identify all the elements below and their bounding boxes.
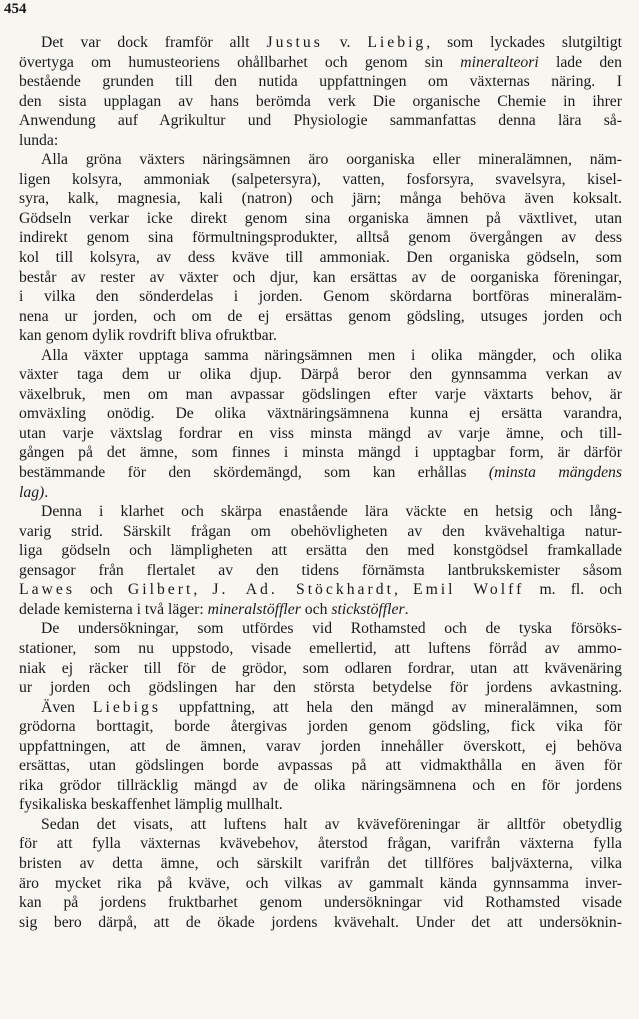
text-line: Alla gröna växters näringsämnen äro oorganiska eller mineralämnen, näm- [41,151,622,169]
text-line: ur jorden och gödslingen har den största betydelse för jordens avkastning. [19,679,622,697]
text-line: Det var dock framför allt Justus v. Liebig, som lyckades slutgiltigt [41,34,622,51]
text-line: Alla växter upptaga samma näringsämnen men i olika mängder, och olika [41,346,622,364]
text-line: Även Liebigs uppfattning, att hela den mängd av mineralämnen, som [41,698,622,716]
text-line: syra, kalk, magnesia, kali (natron) och järn; många behöva även koksalt. [19,190,622,208]
text-line: De undersökningar, som utfördes vid Rothamsted och de tyska försöks- [41,620,622,638]
text-line: består av rester av växter och djur, kan ersättas av de oorganiska föreningar, [19,268,622,286]
text-line: rika grödor tillräcklig mängd av de olika näringsämnena och en för jordens [19,776,622,794]
text-line: Denna i klarhet och skärpa enastående lära väckte en hetsig och lång- [41,503,622,521]
text-line: indirekt genom sina förmultningsprodukter, alltså genom övergången av dess [19,229,622,247]
text-line: den sista upplagan av hans berömda verk Die organische Chemie in ihrer [19,92,622,110]
text-line: kan genom dylik rovdrift bliva ofruktbar. [19,327,277,345]
text-line: för att fylla växternas kvävebehov, återstod frågan, varifrån växterna fylla [19,835,622,853]
text-line: Gödseln verkar icke direkt genom sina organiska ämnen på växtlivet, utan [19,209,622,227]
text-line: sig bero därpå, att de ökade jordens kvävehalt. Under det att undersöknin- [19,913,622,931]
text-line: Lawes och Gilbert, J. Ad. Stöckhardt, Emil Wolff m. fl. och [19,581,622,599]
text-line: bestämmande för den skördemängd, som kan erhållas (minsta mängdens [19,464,622,482]
text-line: växter taga dem ur olika djup. Därpå beror den gynnsamma verkan av [19,366,622,384]
body-text [19,33,622,932]
text-line: grödorna borttagit, borde återgivas jorden genom gödsling, fick vika för [19,718,622,736]
text-line: bestående grunden till den nutida uppfattningen om växternas näring. I [19,73,622,91]
text-line: varig strid. Särskilt frågan om obehövligheten av den kvävehaltiga natur- [19,522,622,540]
text-line: omväxling onödig. De olika växtnäringsämnena kunna ej ersätta varandra, [19,405,622,423]
text-line: Sedan det visats, att luftens halt av kväveföreningar är alltför obetydlig [41,815,622,833]
text-line: nena ur jorden, och om de ej ersättas genom gödsling, utsuges jorden och [19,307,622,325]
text-line: gången på det ämne, som finnes i minsta mängd i upptagbar form, är därför [19,444,622,462]
text-line: liga gödseln och lämpligheten att ersätta den med konstgödsel framkallade [19,542,622,560]
text-line: äro mycket rika på kväve, och vilkas av gammalt kända gynnsamma inver- [19,874,622,892]
text-line: övertyga om humusteoriens ohållbarhet och genom sin mineralteori lade den [19,53,622,71]
text-line: uppfattningen, att de ämnen, varav jorden innehåller överskott, ej behöva [19,737,622,755]
text-line: utan varje växtslag fordrar en viss minsta mängd av varje ämne, och till- [19,424,622,442]
text-line: lunda: [19,131,59,149]
text-line: niak ej räcker till för de grödor, som odlaren fordrar, utan att kvävenäring [19,659,622,677]
text-line: bristen av detta ämne, och särskilt varifrån det tillföres baljväxterna, vilka [19,854,622,872]
text-line: ersättas, utan gödslingen borde avpassas på att vidmakthålla en även för [19,757,622,775]
text-line: gensagor från flertalet av den tidens förnämsta lantbrukskemister såsom [19,561,622,579]
text-line: delade kemisterna i två läger: mineralstöffler och stickstöffler. [19,600,409,618]
page-number: 454 [4,1,27,17]
text-line: kol till kolsyra, av dess kväve till ammoniak. Den organiska gödseln, som [19,249,622,267]
text-line: i vilka den sönderdelas i jorden. Genom skördarna bortföras mineraläm- [19,288,622,306]
text-line: kan på jordens fruktbarhet genom undersökningar vid Rothamsted visade [19,894,622,912]
text-line: Anwendung auf Agrikultur und Physiologie sammanfattas denna lära så- [19,112,622,130]
text-line: ligen kolsyra, ammoniak (salpetersyra), vatten, fosforsyra, svavelsyra, kisel- [19,170,622,188]
text-line: fysikaliska beskaffenhet lämplig mullhalt. [19,796,283,814]
text-line: växelbruk, men om man avpassar gödslingen efter varje växtarts behov, är [19,385,622,403]
text-line: stationer, som nu uppstodo, visade emellertid, att luftens förråd av ammo- [19,639,622,657]
text-line: lag). [19,483,49,501]
